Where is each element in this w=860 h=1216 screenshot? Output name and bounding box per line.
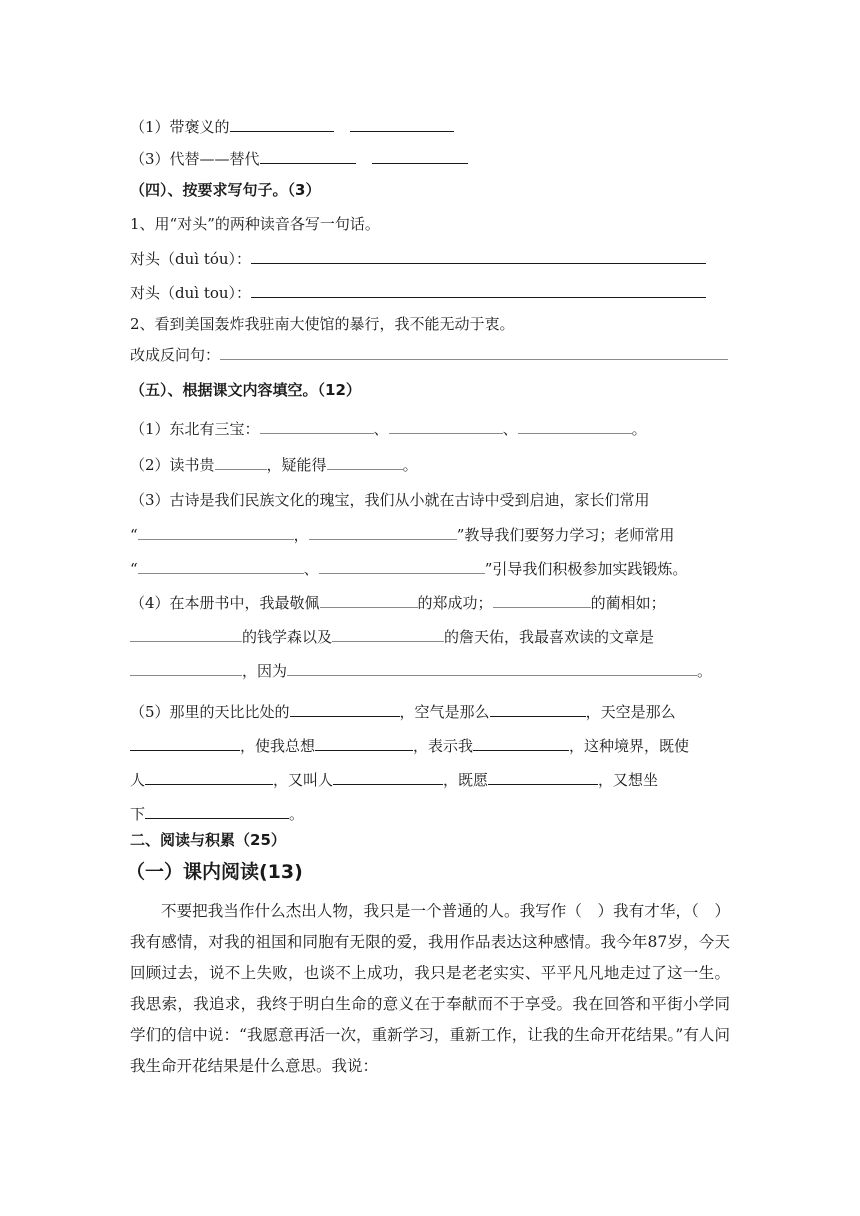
rhetorical-question-line: 改成反问句： bbox=[130, 344, 728, 365]
blank[interactable] bbox=[327, 454, 403, 470]
blank[interactable] bbox=[138, 524, 294, 540]
section-4-heading: （四）、按要求写句子。（3） bbox=[130, 181, 321, 199]
blank[interactable] bbox=[130, 660, 242, 676]
blank[interactable] bbox=[473, 734, 569, 751]
item-1-line: （1）带褒义的 bbox=[130, 116, 454, 137]
blank[interactable] bbox=[333, 768, 443, 785]
fill-item-3-line-2: “ ， ”教导我们要努力学习；老师常用 bbox=[130, 526, 675, 544]
part-2-heading: 二、阅读与积累（25） bbox=[130, 831, 286, 849]
fill-item-1: （1）东北有三宝： 、 、 。 bbox=[130, 420, 647, 438]
blank[interactable] bbox=[130, 734, 240, 751]
fill-item-4-line-1: （4）在本册书中，我最敬佩 的郑成功； 的蔺相如； bbox=[130, 594, 666, 612]
answer-line-dui-tou-2: 对头（duì tóu）： bbox=[130, 248, 706, 269]
blank[interactable] bbox=[488, 768, 598, 785]
blank[interactable] bbox=[389, 418, 503, 434]
blank[interactable] bbox=[230, 116, 334, 132]
answer-line-dui-tou-0: 对头（duì tou）： bbox=[130, 282, 706, 303]
reading-sub-heading: （一）课内阅读(13) bbox=[126, 861, 303, 883]
blank[interactable] bbox=[215, 454, 267, 470]
fill-item-3-line-3: “ 、 ”引导我们积极参加实践锻炼。 bbox=[130, 560, 688, 578]
fill-item-5-line-2: ，使我总想 ，表示我 ，这种境界，既使 bbox=[130, 734, 689, 756]
blank[interactable] bbox=[319, 558, 485, 574]
blank[interactable] bbox=[287, 660, 697, 676]
fill-item-4-line-3: ，因为 。 bbox=[130, 660, 712, 681]
blank[interactable] bbox=[493, 592, 591, 608]
question-1: 1、用“对头”的两种读音各写一句话。 bbox=[130, 215, 380, 233]
blank[interactable] bbox=[130, 626, 242, 642]
blank[interactable] bbox=[145, 768, 273, 785]
fill-item-3-line-1: （3）古诗是我们民族文化的瑰宝，我们从小就在古诗中受到启迪，家长们常用 bbox=[130, 491, 650, 509]
fill-item-5-line-4: 下 。 bbox=[130, 802, 304, 824]
section-5-heading: （五）、根据课文内容填空。（12） bbox=[130, 381, 361, 399]
fill-item-2: （2）读书贵 ，疑能得 。 bbox=[130, 456, 418, 474]
blank[interactable] bbox=[320, 592, 418, 608]
blank[interactable] bbox=[260, 418, 374, 434]
blank[interactable] bbox=[490, 700, 586, 717]
blank[interactable] bbox=[350, 116, 454, 132]
answer-blank[interactable] bbox=[251, 248, 706, 264]
fill-item-5-line-1: （5）那里的天比比处的 ，空气是那么 ，天空是那么 bbox=[130, 700, 676, 722]
answer-blank[interactable] bbox=[220, 344, 728, 360]
answer-blank[interactable] bbox=[251, 282, 706, 298]
blank[interactable] bbox=[138, 558, 304, 574]
blank[interactable] bbox=[315, 734, 413, 751]
question-2: 2、看到美国轰炸我驻南大使馆的暴行，我不能无动于衷。 bbox=[130, 315, 515, 333]
reading-passage: 不要把我当作什么杰出人物，我只是一个普通的人。我写作（ ）我有才华，（ ）我有感情，对我的祖国和同胞有无限的爱，我用作品表达这种感情。我今年87岁，今天回顾过去，说不上失败，也谈不上成功，我只是老老实实、平平凡凡地走过了这一生。我思索，我追求，我终于明白生命的意义在于奉献而不于享受。我在回答和平街小学同学们的信中说：“我愿意再活一次，重新学习，重新工作，让我的生命开花结果。”有人问我生命开花结果是什么意思。我说： bbox=[130, 902, 730, 1075]
blank[interactable] bbox=[260, 148, 356, 164]
blank[interactable] bbox=[145, 802, 289, 819]
blank[interactable] bbox=[290, 700, 400, 717]
blank[interactable] bbox=[518, 418, 632, 434]
blank[interactable] bbox=[372, 148, 468, 164]
fill-item-5-line-3: 人 ，又叫人 ，既愿 ，又想坐 bbox=[130, 768, 658, 790]
fill-item-4-line-2: 的钱学森以及 的詹天佑，我最喜欢读的文章是 bbox=[130, 626, 654, 647]
blank[interactable] bbox=[309, 524, 457, 540]
item-3-line: （3）代替——替代 bbox=[130, 148, 468, 169]
blank[interactable] bbox=[332, 626, 444, 642]
